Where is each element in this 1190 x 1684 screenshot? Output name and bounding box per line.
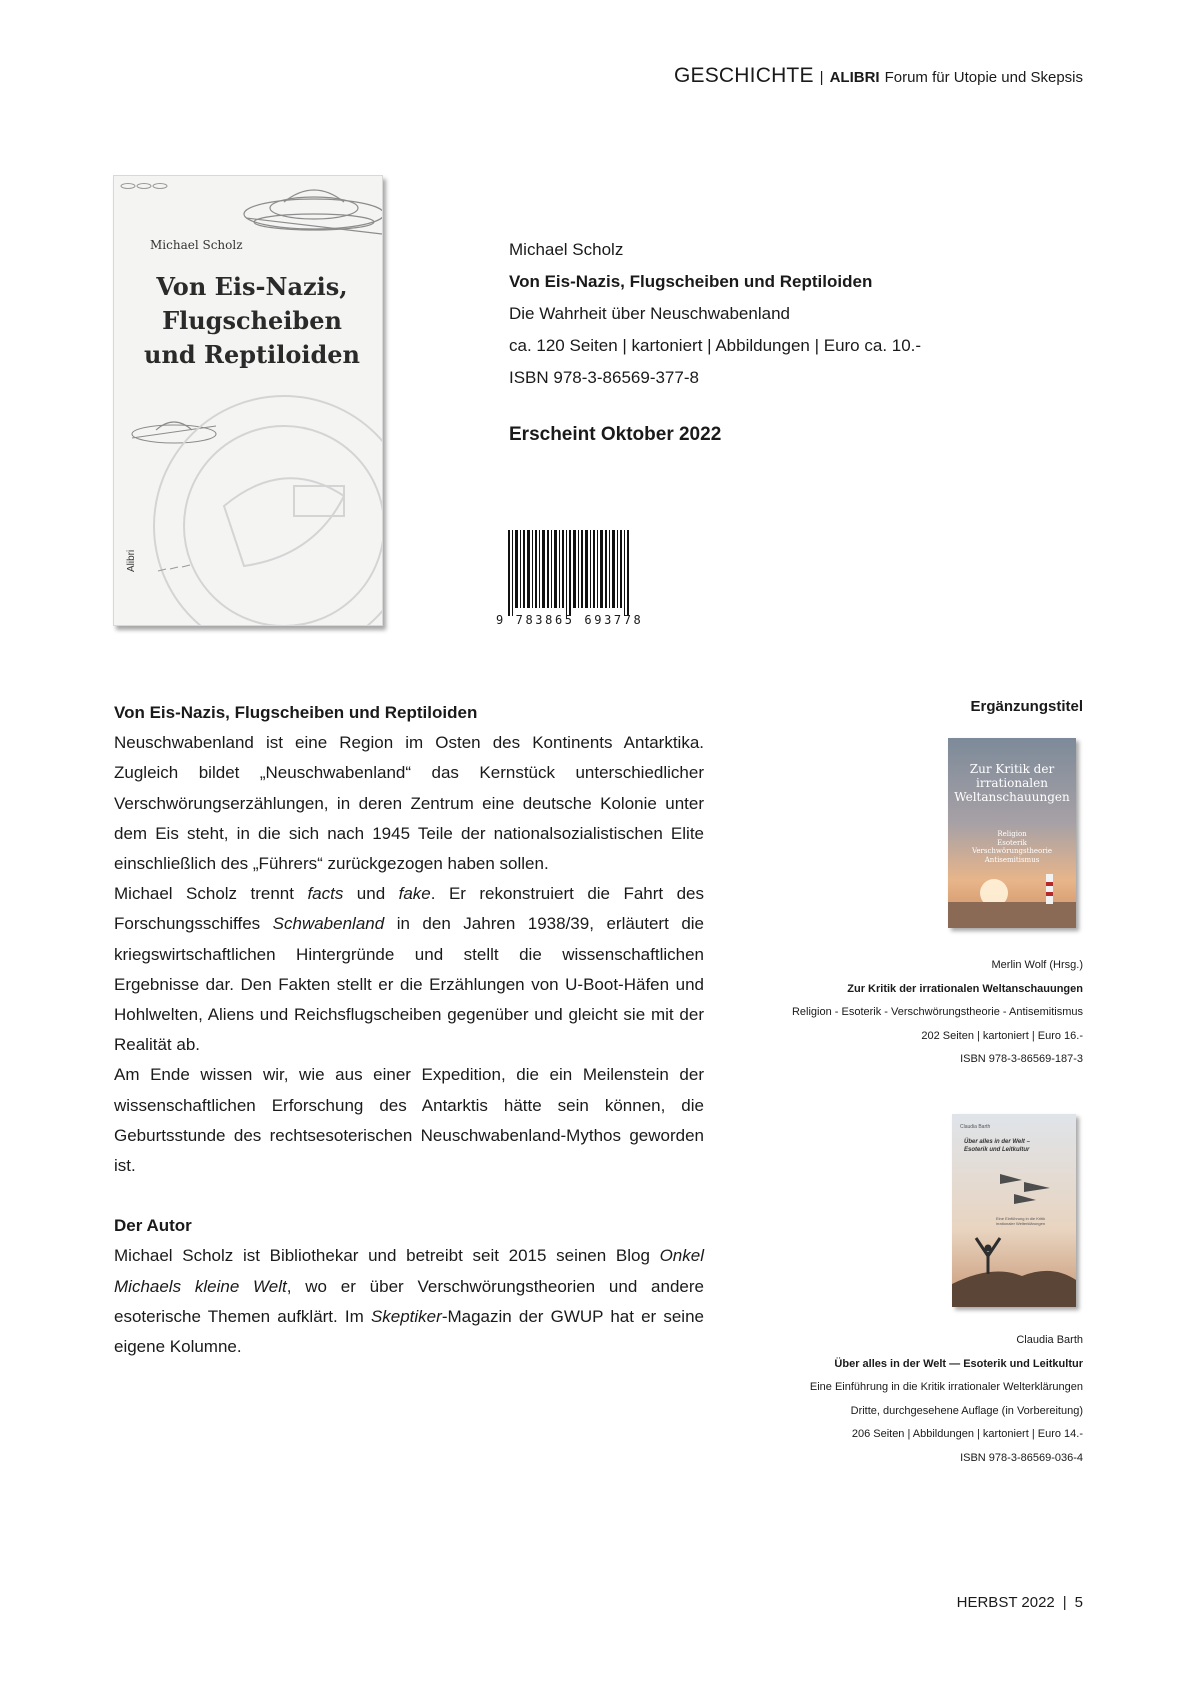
related-cover-2-subtitle: Eine Einführung in die Kritik irrationaler Welterklärungen	[996, 1216, 1046, 1226]
book-author: Michael Scholz	[509, 240, 624, 259]
related-book-cover-2	[952, 1114, 1076, 1307]
footer-separator: |	[1062, 1594, 1067, 1611]
description-paragraph-3: Am Ende wissen wir, wie aus einer Expedition, die ein Meilenstein der wissenschaftlichen Erforschung des Antarktis hätte sein können, die Geburtsstunde des rechtsesoterischen Neuschwabenland-Mythos geworden ist.	[114, 1065, 704, 1176]
related-cover-1-title: Zur Kritik der irrationalen Weltanschauungen	[954, 762, 1070, 804]
related-book-2-info	[810, 1329, 1083, 1470]
related-book-1-isbn: ISBN 978-3-86569-187-3	[960, 1053, 1083, 1065]
cover-title	[132, 270, 372, 372]
page-number: 5	[1074, 1594, 1083, 1611]
book-info	[509, 234, 921, 394]
related-book-2-author: Claudia Barth	[1016, 1334, 1083, 1346]
related-book-2-edition: Dritte, durchgesehene Auflage (in Vorbereitung)	[850, 1404, 1083, 1417]
description-paragraph-1: Neuschwabenland ist eine Region im Osten des Kontinents Antarktika. Zugleich bildet „Neuschwabenland“ das Kernstück unterschiedlicher Verschwörungserzählungen, in deren Zentrum eine deutsche Kolonie unter dem Eis steht, in die sich nach 1945 Teile der nationalsozialistischen Elite einschließlich des „Führers“ zurückgezogen haben sollen.	[114, 733, 704, 874]
related-book-2-title: Über alles in der Welt — Esoterik und Leitkultur	[834, 1357, 1083, 1370]
description-column	[114, 698, 704, 1362]
book-details: ca. 120 Seiten | kartoniert | Abbildungen | Euro ca. 10.-	[509, 336, 922, 355]
header-separator: |	[819, 69, 824, 86]
section-title: GESCHICHTE	[673, 64, 814, 87]
related-book-2-subtitle: Eine Einführung in die Kritik irrationaler Welterklärungen	[809, 1381, 1083, 1393]
book-subtitle: Die Wahrheit über Neuschwabenland	[509, 304, 790, 323]
related-book-1-title: Zur Kritik der irrationalen Weltanschauungen	[847, 982, 1083, 995]
book-title: Von Eis-Nazis, Flugscheiben und Reptiloiden	[509, 272, 873, 291]
ufo-large-icon	[244, 190, 382, 234]
barcode-icon	[494, 530, 654, 616]
book-cover	[113, 175, 383, 626]
related-book-1-subtitle: Religion - Esoterik - Verschwörungstheorie - Antisemitismus	[791, 1006, 1083, 1018]
release-date: Erscheint Oktober 2022	[509, 424, 722, 445]
related-book-1-details: 202 Seiten | kartoniert | Euro 16.-	[921, 1029, 1083, 1042]
cover-author: Michael Scholz	[150, 238, 243, 252]
related-cover-2-title: Über alles in der Welt – Esoterik und Leitkultur	[964, 1139, 1030, 1153]
description-heading: Von Eis-Nazis, Flugscheiben und Reptiloiden	[114, 703, 478, 722]
related-book-cover-1	[948, 738, 1076, 928]
related-book-1-author: Merlin Wolf (Hrsg.)	[991, 959, 1083, 971]
footer-season: HERBST 2022	[956, 1594, 1055, 1611]
sidebar-heading: Ergänzungstitel	[970, 698, 1083, 715]
related-cover-1-subtitle: Religion Esoterik Verschwörungstheorie Antisemitismus	[972, 830, 1052, 864]
related-book-1-info	[792, 954, 1083, 1072]
brand-tagline: Forum für Utopie und Skepsis	[884, 69, 1083, 86]
cover-title-line: und Reptiloiden	[144, 340, 360, 369]
related-book-2-details: 206 Seiten | Abbildungen | kartoniert | Euro 14.-	[851, 1428, 1083, 1440]
page-footer	[957, 1594, 1083, 1611]
brand-name: ALIBRI	[829, 69, 880, 86]
author-paragraph: Michael Scholz ist Bibliothekar und betreibt seit 2015 seinen Blog Onkel Michaels kleine Welt, wo er über Verschwörungstheorien und andere esoterische Themen aufklärt. Im Skeptiker-Magazin der GWUP hat er seine eigene Kolumne.	[114, 1246, 704, 1357]
description-paragraph-2: Michael Scholz trennt facts und fake. Er rekonstruiert die Fahrt des Forschungsschiffes Schwabenland in den Jahren 1938/39, erläutert die kriegswirtschaftlichen Hintergründe und stellt die wissenschaftlichen Ergebnisse dar. Den Fakten stellt er die Erzählungen von U-Boot-Häfen und Hohlwelten, Aliens und Reichsflugscheiben gegenüber und gleicht sie mit der Realität ab.	[114, 884, 705, 1055]
ufo-fleet-icon	[158, 565, 190, 571]
book-isbn: ISBN 978-3-86569-377-8	[509, 368, 699, 387]
page-header	[674, 64, 1083, 88]
author-heading: Der Autor	[114, 1216, 192, 1236]
barcode-digits: 9 783865 693778	[496, 613, 644, 627]
ufo-small-icon	[121, 184, 167, 189]
cover-publisher: Alibri	[126, 549, 137, 572]
cover-title-line: Flugscheiben	[162, 306, 342, 335]
related-book-2-isbn: ISBN 978-3-86569-036-4	[960, 1451, 1083, 1464]
related-cover-2-author: Claudia Barth	[960, 1124, 991, 1130]
cover-title-line: Von Eis-Nazis,	[156, 272, 348, 301]
